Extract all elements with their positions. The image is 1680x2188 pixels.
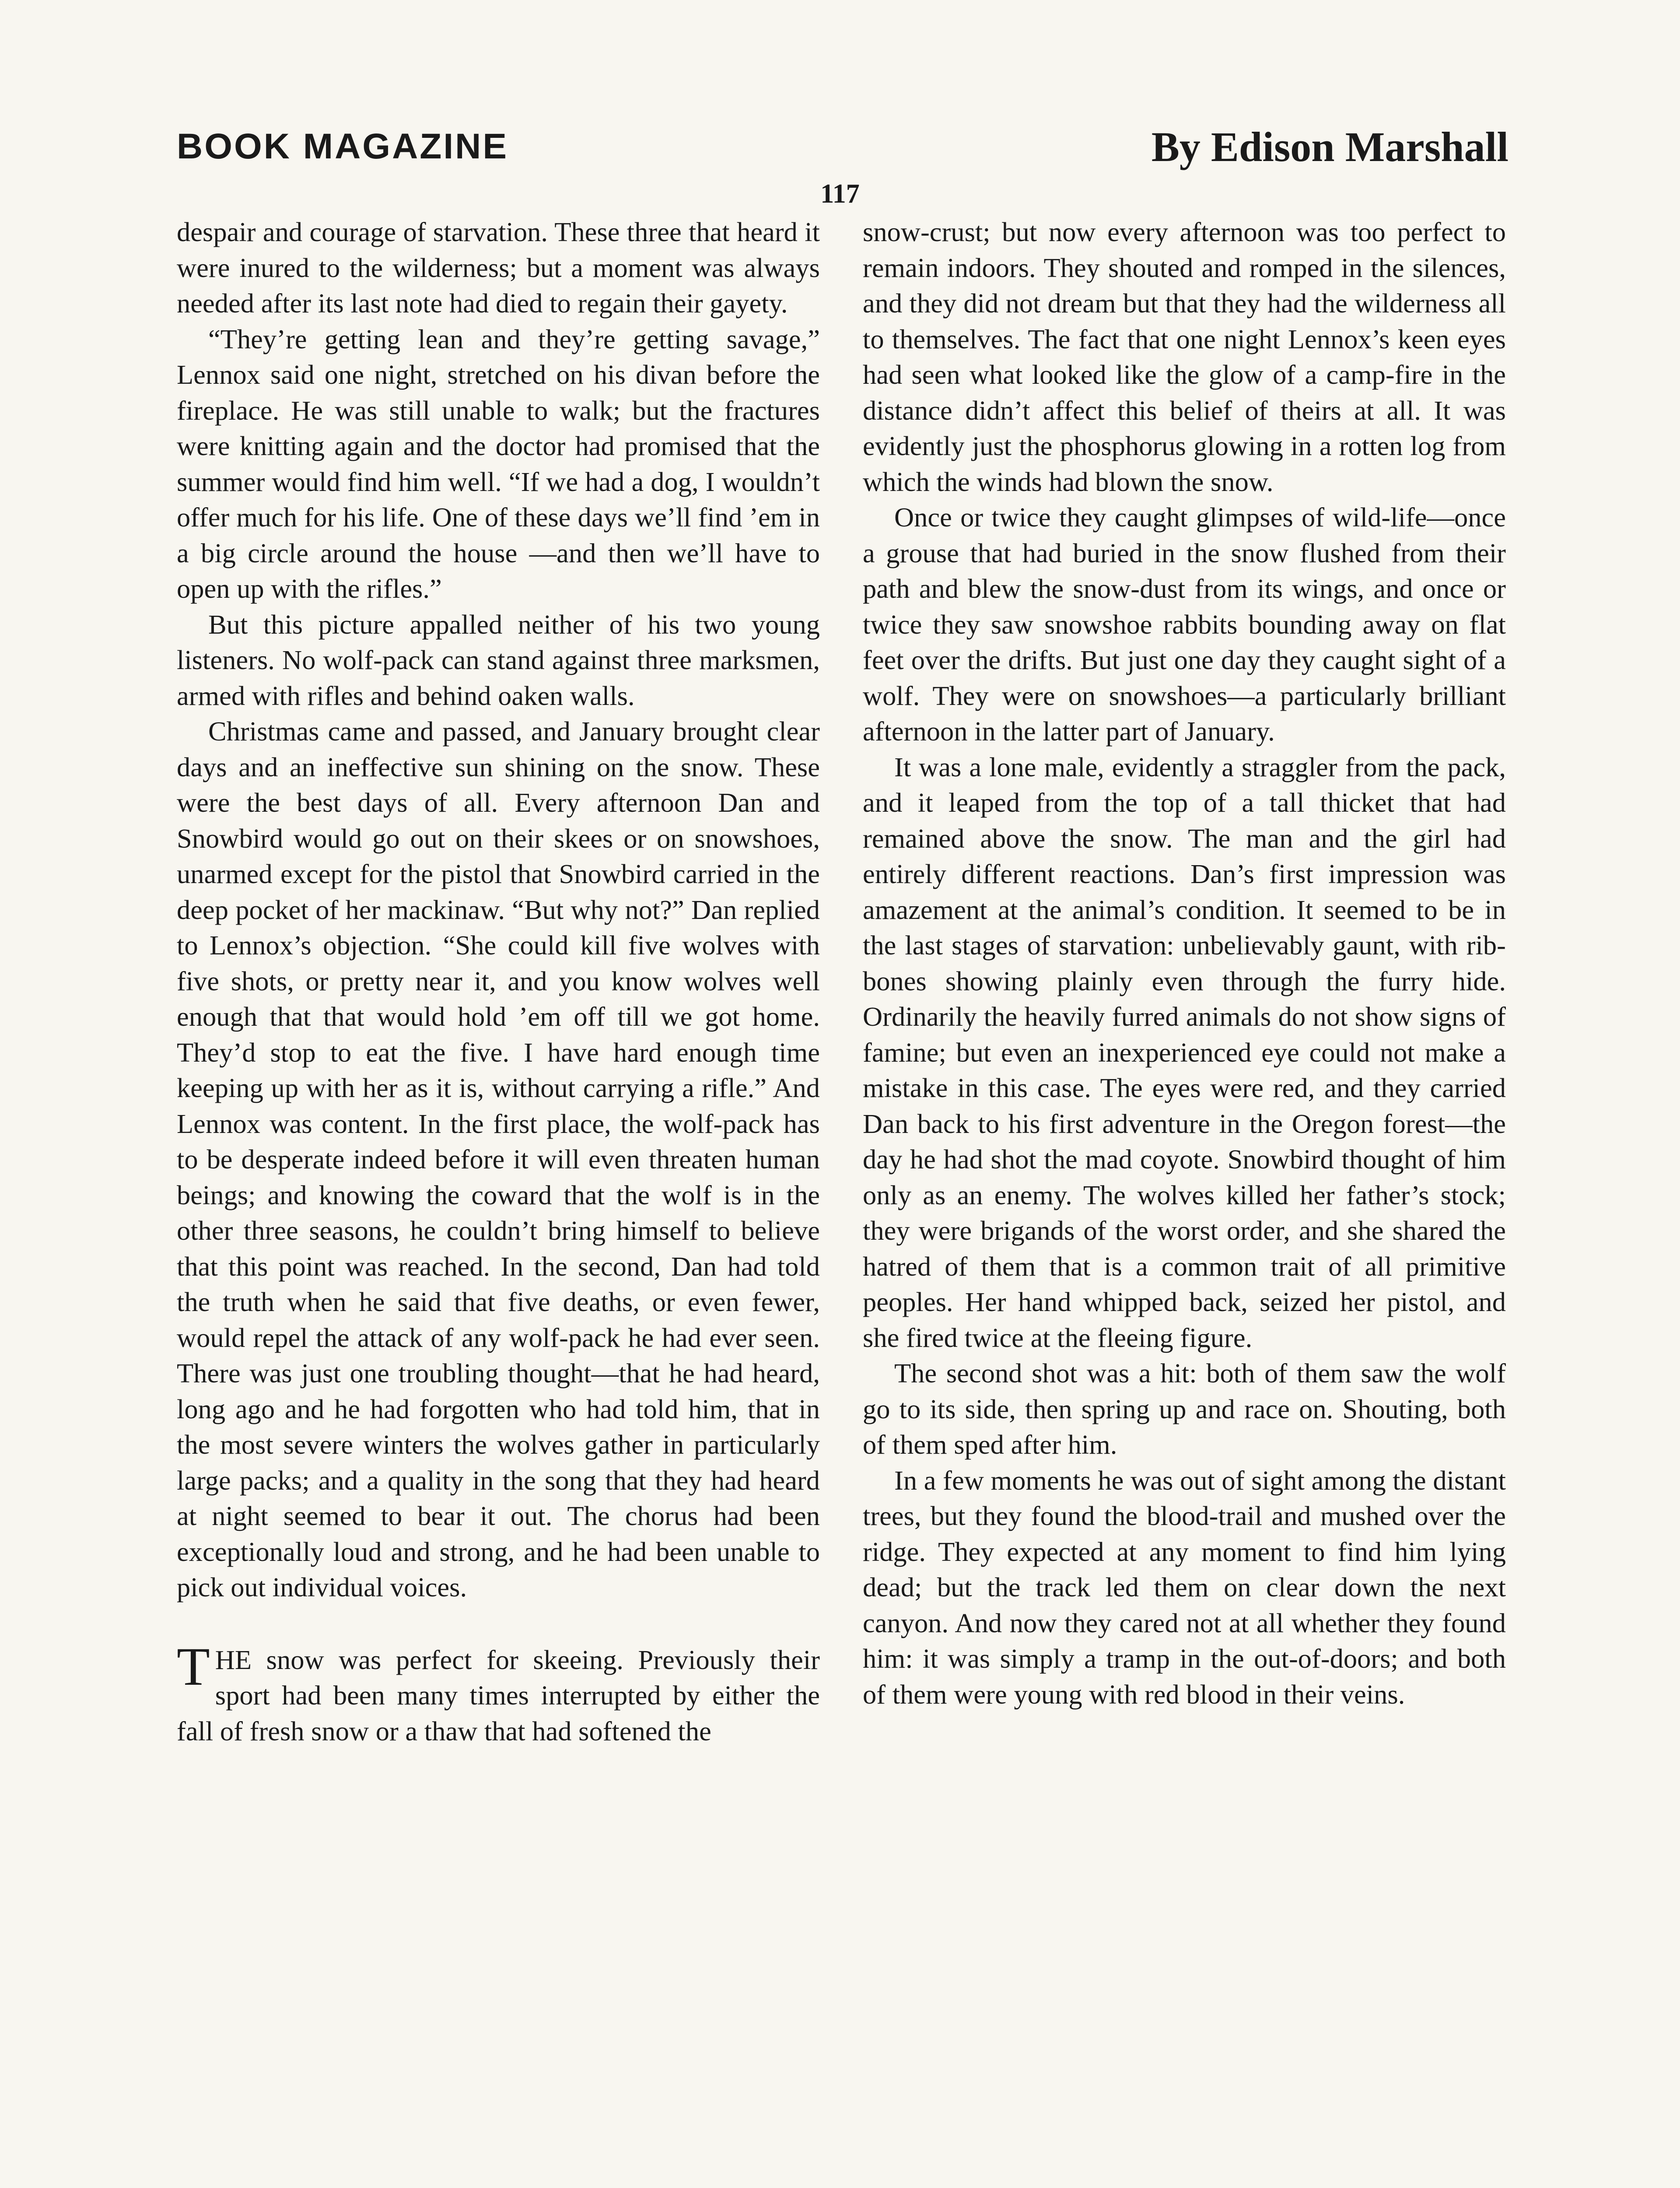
running-header-author: By Edison Marshall — [1151, 123, 1508, 170]
paragraph: snow-crust; but now every afternoon was too perfect to remain indoors. They shouted and romped in the silences, and they did not dream but that they had the wilderness all to themselves. The fact that one night Lennox’s keen eyes had seen what looked like the glow of a camp-fire in the distance didn’t affect this belief of theirs at all. It was evidently just the phosphorus glowing in a rotten log from which the winds had blown the snow. — [863, 217, 1506, 497]
paragraph: The second shot was a hit: both of them saw the wolf go to its side, then spring up and race on. Shouting, both of them sped after him. — [863, 1358, 1506, 1460]
paragraph: In a few moments he was out of sight among the distant trees, but they found the blood-trail and mushed over the ridge. They expected at any moment to find him lying dead; but the track led them on clear down the next canyon. And now they cared not at all whether they found him: it was simply a tramp in the out-of-doors; and both of them were young with red blood in their veins. — [863, 1465, 1506, 1710]
paragraph: Christmas came and passed, and January brought clear days and an ineffective sun shining on the snow. These were the best days of all. Every afternoon Dan and Snowbird would go out on their skees or on snowshoes, unarmed except for the pistol that Snowbird carried in the deep pocket of her mackinaw. “But why not?” Dan replied to Lennox’s objection. “She could kill five wolves with five shots, or pretty near it, and you know wolves well enough that that would hold ’em off till we got home. They’d stop to eat the five. I have hard enough time keeping up with her as it is, without carrying a rifle.” And Lennox was content. In the first place, the wolf-pack has to be desperate indeed before it will even threaten human beings; and knowing the coward that the wolf is in the other three seasons, he couldn’t bring himself to believe that this point was reached. In the second, Dan had told the truth when he said that five deaths, or even fewer, would repel the attack of any wolf-pack he had ever seen. There was just one troubling thought—that he had heard, long ago and he had forgotten who had told him, that in the most severe winters the wolves gather in particularly large packs; and a quality in the song that they had heard at night seemed to bear it out. The chorus had been exceptionally loud and strong, and he had been unable to pick out individual voices. — [177, 716, 820, 1602]
paragraph: Once or twice they caught glimpses of wild-life—once a grouse that had buried in the snow flushed from their path and blew the snow-dust from its wings, and once or twice they saw snowshoe rabbits bounding away on flat feet over the drifts. But just one day they caught sight of a wolf. They were on snowshoes—a particularly brilliant afternoon in the latter part of January. — [863, 502, 1506, 747]
section-opening-paragraph — [177, 1636, 820, 1750]
paragraph: despair and courage of starvation. These three that heard it were inured to the wilderness; but a moment was always needed after its last note had died to regain their gayety. — [177, 217, 820, 319]
left-text-column — [177, 214, 820, 1749]
paragraph: But this picture appalled neither of his two young listeners. No wolf-pack can stand against three marksmen, armed with rifles and behind oaken walls. — [177, 609, 820, 711]
running-header-publication: BOOK MAGAZINE — [177, 126, 509, 166]
drop-cap: T — [177, 1636, 210, 1697]
page-number: 117 — [820, 179, 860, 209]
paragraph: It was a lone male, evidently a straggler from the pack, and it leaped from the top of a tall thicket that had remained above the snow. The man and the girl had entirely different reactions. Dan’s first impression was amazement at the animal’s condition. It seemed to be in the last stages of starvation: unbelievably gaunt, with rib-bones showing plainly even through the furry hide. Ordinarily the heavily furred animals do not show signs of famine; but even an inexperienced eye could not make a mistake in this case. The eyes were red, and they carried Dan back to his first adventure in the Oregon forest—the day he had shot the mad coyote. Snowbird thought of him only as an enemy. The wolves killed her father’s stock; they were brigands of the worst order, and she shared the hatred of them that is a common trait of all primitive peoples. Her hand whipped back, seized her pistol, and she fired twice at the fleeing figure. — [863, 751, 1506, 1353]
right-text-column — [863, 214, 1506, 1712]
paragraph: “They’re getting lean and they’re getting savage,” Lennox said one night, stretched on his divan before the fireplace. He was still unable to walk; but the fractures were knitting again and the doctor had promised that the summer would find him well. “If we had a dog, I wouldn’t offer much for his life. One of these days we’ll find ’em in a big circle around the house —and then we’ll have to open up with the rifles.” — [177, 323, 820, 604]
section-opening-text: HE snow was perfect for skeeing. Previously their sport had been many times interrupted by either the fall of fresh snow or a thaw that had softened the — [177, 1644, 820, 1746]
